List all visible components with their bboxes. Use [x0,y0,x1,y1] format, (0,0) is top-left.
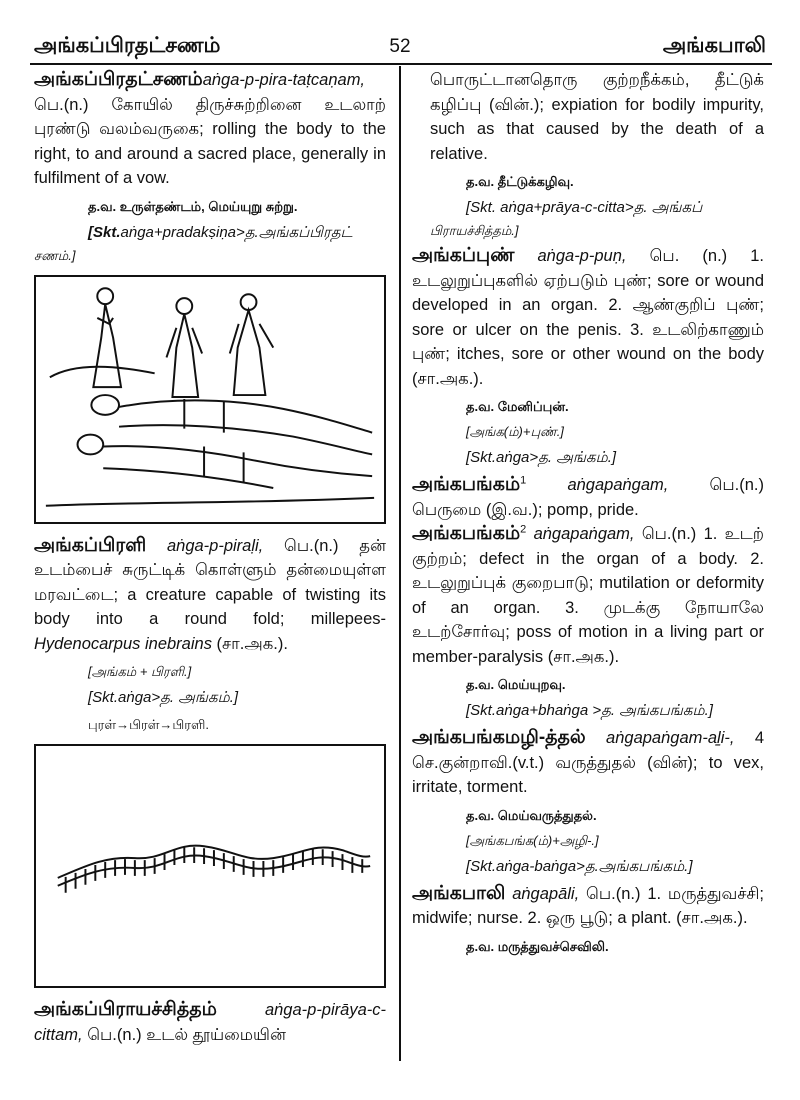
transliteration: aṅga-p-pira-taṭcaṇam, [202,71,366,89]
skt-tail: பிராயச்சித்தம்.] [430,223,519,238]
skt-etymology: [Skt.aṅga-baṅga>த.அங்கபங்கம்.] [466,857,693,875]
transliteration: aṅgapaṅgam, [533,525,635,543]
right-column [412,68,764,962]
transliteration: aṅga-p-piraḷi, [166,536,264,555]
definition: பெ.(n.) கோயில் திருச்சுற்றினை உடலாற் புரண்டு வலம்வருகை; rolling the body to the right, to and around a sacred place, generally in fulfilment of a vow. [34,95,386,187]
skt-etymology: [Skt.aṅga+bhaṅga >த. அங்கபங்கம்.] [466,702,713,719]
entry-angapali [412,882,764,931]
skt-etymology: [Skt.aṅga>த. அங்கம்.] [466,449,617,466]
transliteration: aṅgapaṅgam, [567,476,669,494]
transliteration: aṅga-p-puṇ, [537,247,627,265]
headword: அங்கப்பிரதட்சணம் [34,69,203,90]
transliteration: aṅgapaṅgam-aḻi-, [606,729,735,747]
definition: பெ.(n.) தன் உடம்பைச் சுருட்டிக் கொள்ளும் தன்மையுள்ள மரவட்டை; a creature capable of twisting its body into a round fold; millepees- [34,536,387,628]
entry-angappiradhatchanam [34,68,386,191]
homonym-number: 1 [520,474,527,487]
skt-etymology [88,222,386,244]
headword: அங்கப்பிராயச்சித்தம் [34,999,217,1020]
skt-label: [Skt. [88,223,121,241]
header-right-word: அங்கபாலி [662,34,766,57]
tava-line: த.வ. உருள்தண்டம், மெய்யுறு சுற்று. [88,198,298,214]
definition: 4 செ.குன்றாவி.(v.t.) வருத்துதல் (வின்); to vex, irritate, torment. [412,729,764,796]
definition: பெ. (n.) 1. உடலுறுப்புகளில் ஏற்படும் புண்; sore or wound developed in an organ. 2. ஆண்குறிப் புண்; sore or ulcer on the penis. 3. உடலிற்காணும் புண்; itches, sore or other wound on the body (சா.அக.). [412,247,765,388]
column-divider [399,66,401,1061]
millipede-body [58,846,370,893]
entry-angappirali [34,534,386,657]
tava-line: த.வ. மெய்வருத்துதல். [466,807,597,823]
headword: அங்கப்புண் [412,245,515,266]
entry-angapangamazhi [412,726,764,800]
entry-continuation: பொருட்டானதொரு குற்றநீக்கம், தீட்டுக் கழிப்பு (வின்.); expiation for bodily impurity, such as that caused by the death of a relative. [430,71,764,163]
headword: அங்கப்பிரளி [34,534,147,556]
scientific-name: Hydenocarpus inebrains [34,634,212,653]
derivation: [அங்கபங்க(ம்)+அழி-.] [466,832,599,848]
millipede-drawing [36,746,384,986]
homonym-number: 2 [520,523,527,536]
derivation: [அங்கம் + பிரளி.] [88,664,192,679]
transliteration: aṅgapāli, [512,884,580,903]
rolling-ritual-drawing [36,277,384,522]
source: (சா.அக.). [216,634,288,653]
definition: பெ.(n.) பெருமை (இ.வ.); pomp, pride. [412,476,764,519]
definition: பெ.(n.) 1. மருத்துவச்சி; midwife; nurse. 2. ஒரு பூடு; a plant. (சா.அக.). [412,884,764,927]
headword: அங்கபங்கம் [412,474,521,495]
illustration-millipede [34,744,386,988]
header-rule [30,63,772,65]
definition: பெ.(n.) 1. உடற் குற்றம்; defect in the organ of a body. 2. உடலுறுப்புக் குறைபாடு; mutilation or deformity of an organ. 3. முடக்கு நோயாலே உடற்சோர்வு; poss of motion in a living part or member-paralysis (சா.அக.). [412,525,764,666]
entry-angapangam-2 [412,522,764,669]
skt-etymology: [Skt. aṅga+prāya-c-citta>த. அங்கப் [466,199,703,216]
tava-line: த.வ. தீட்டுக்கழிவு. [466,174,574,189]
header-left-word: அங்கப்பிரதட்சணம் [34,34,221,57]
derivation: [அங்க(ம்)+புண்.] [466,424,564,439]
tava-line: த.வ. மேனிப்புன். [466,399,569,414]
illustration-rolling-ritual [34,275,386,524]
tava-line: த.வ. மெய்யுறவு. [466,677,566,692]
headword: அங்கபாலி [412,882,506,904]
left-column [34,68,386,1047]
page-number: 52 [389,36,411,57]
entry-angappun [412,244,764,391]
page-header [0,28,800,62]
word-etymology: புரள்→பிரள்→பிரளி. [88,717,209,732]
skt-tail: சணம்.] [34,247,76,263]
entry-angapangam-1 [412,473,764,522]
skt-etymology: [Skt.aṅga>த. அங்கம்.] [88,689,239,706]
tava-line: த.வ. மருத்துவச்செவிலி. [466,938,609,954]
skt-text: aṅga+pradakṣiṇa>த.அங்கப்பிரதட் [120,223,353,241]
entry-angappirayachittam [34,998,386,1047]
definition: பெ.(n.) உடல் தூய்மையின் [87,1025,286,1044]
transliteration: aṅga-p-pirāya-c-cittam, [34,1001,386,1044]
headword: அங்கபங்கமழி-த்தல் [412,727,586,748]
headword: அங்கபங்கம் [412,523,521,544]
